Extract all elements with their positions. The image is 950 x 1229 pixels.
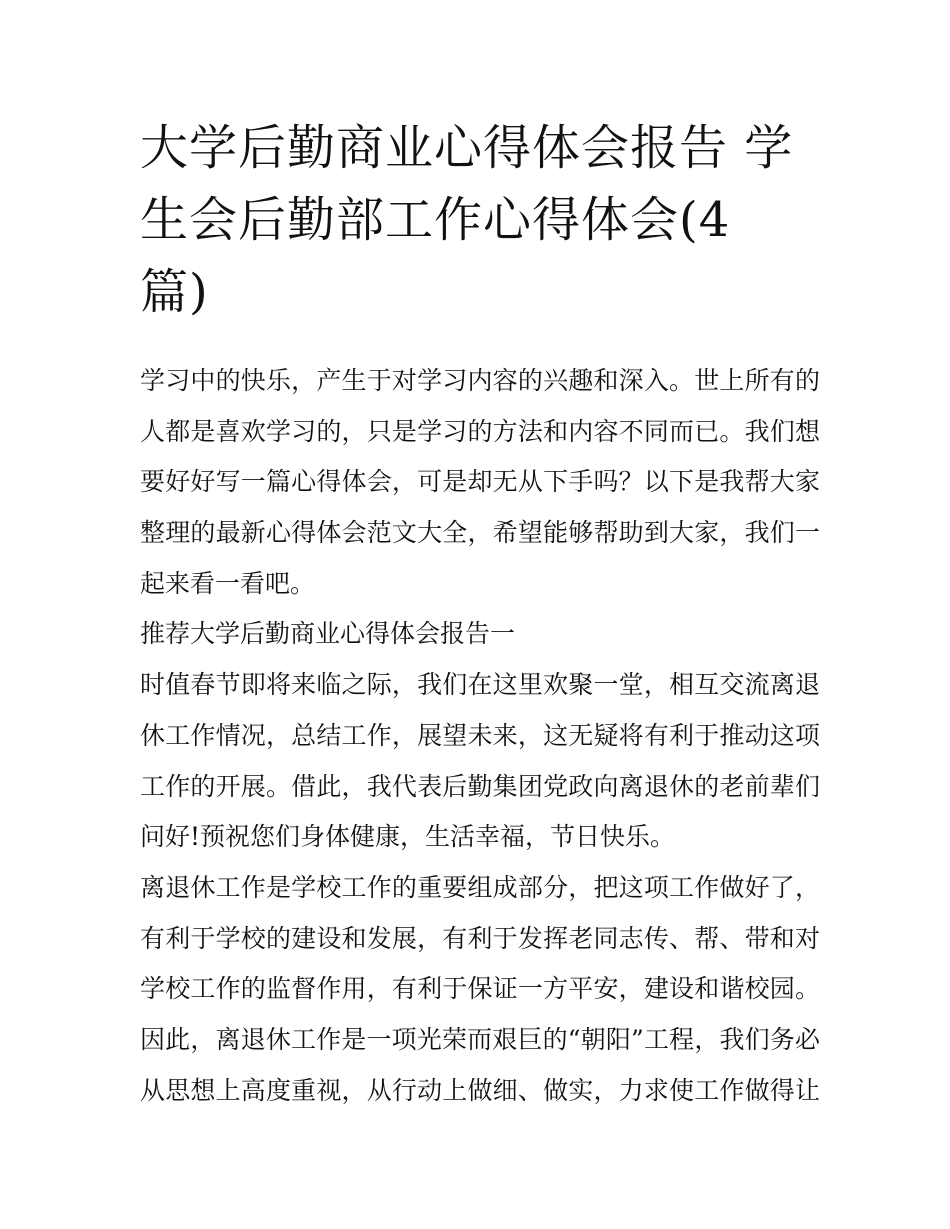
title-line: 生会后勤部工作心得体会(4 xyxy=(140,192,731,248)
paragraph-line: 学习中的快乐，产生于对学习内容的兴趣和深入。世上所有的 xyxy=(140,366,820,395)
section-heading: 推荐大学后勤商业心得体会报告一 xyxy=(140,619,516,649)
document-title xyxy=(140,112,830,328)
paragraph-line: 学校工作的监督作用，有利于保证一方平安，建设和谐校园。 xyxy=(140,974,820,1004)
title-line: 篇) xyxy=(140,264,209,320)
paragraph-line: 工作的开展。借此，我代表后勤集团党政向离退休的老前辈们 xyxy=(140,771,820,801)
paragraph-line: 离退休工作是学校工作的重要组成部分，把这项工作做好了， xyxy=(140,872,820,902)
paragraph-line: 问好!预祝您们身体健康，生活幸福，节日快乐。 xyxy=(140,822,676,852)
paragraph-line: 时值春节即将来临之际，我们在这里欢聚一堂，相互交流离退 xyxy=(140,670,820,700)
paragraph-line: 要好好写一篇心得体会，可是却无从下手吗？以下是我帮大家 xyxy=(140,467,820,497)
paragraph-line: 起来看一看吧。 xyxy=(140,568,316,598)
paragraph-line: 有利于学校的建设和发展，有利于发挥老同志传、帮、带和对 xyxy=(140,923,820,953)
paragraph-line: 整理的最新心得体会范文大全，希望能够帮助到大家，我们一 xyxy=(140,518,820,548)
document-body xyxy=(140,356,820,1116)
paragraph-line: 因此，离退休工作是一项光荣而艰巨的“朝阳”工程，我们务必 xyxy=(140,1024,820,1054)
paragraph-line: 休工作情况，总结工作，展望未来，这无疑将有利于推动这项 xyxy=(140,720,820,750)
paragraph-line: 从思想上高度重视，从行动上做细、做实，力求使工作做得让 xyxy=(140,1075,820,1105)
title-line: 大学后勤商业心得体会报告 学 xyxy=(140,120,794,176)
paragraph-line: 人都是喜欢学习的，只是学习的方法和内容不同而已。我们想 xyxy=(140,416,820,446)
